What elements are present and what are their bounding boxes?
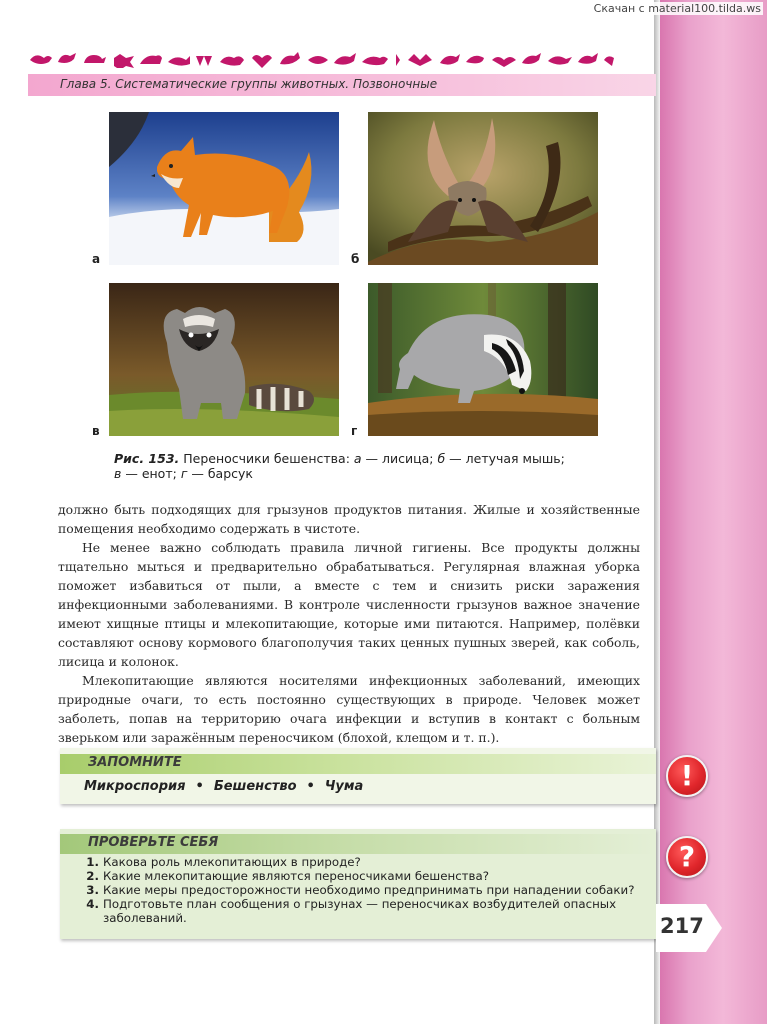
question-number: 2. xyxy=(86,869,99,883)
term-separator: • xyxy=(195,779,204,794)
bat-photo xyxy=(368,112,598,265)
paragraph: должно быть подходящих для грызунов продуктов питания. Жилые и хозяйственные помещения необходимо содержать в чистоте. xyxy=(58,502,640,536)
key-term: Бешенство xyxy=(213,779,297,794)
question-text: Какие меры предосторожности необходимо предпринимать при нападении собаки? xyxy=(103,883,635,897)
question-text: Подготовьте план сообщения о грызунах — переносчиках возбудителей опасных заболеваний. xyxy=(103,897,617,925)
caption-item: — енот; xyxy=(121,466,181,481)
remember-box xyxy=(60,748,656,804)
figure-letter-d: г xyxy=(351,424,358,438)
caption-letter: а xyxy=(353,451,362,466)
question-number: 4. xyxy=(86,897,99,911)
caption-text: Переносчики бешенства: xyxy=(179,451,354,466)
question-item xyxy=(82,883,642,897)
check-yourself-box xyxy=(60,829,656,939)
raccoon-photo xyxy=(109,283,339,436)
figure-letter-c: в xyxy=(92,424,100,438)
caption-item: — лисица; xyxy=(361,451,438,466)
caption-letter: б xyxy=(437,451,446,466)
caption-item: — летучая мышь; xyxy=(445,451,565,466)
key-term: Чума xyxy=(324,779,364,794)
watermark: Скачан с material100.tilda.ws xyxy=(593,2,761,15)
key-term: Микроспория xyxy=(84,779,186,794)
question-number: 1. xyxy=(86,855,99,869)
badger-photo xyxy=(368,283,598,436)
figure-letter-b: б xyxy=(351,252,360,266)
figure-letter-a: а xyxy=(92,252,101,266)
caption-item: — барсук xyxy=(187,466,253,481)
question-icon: ? xyxy=(666,836,708,878)
chapter-header-bar xyxy=(28,74,656,96)
remember-header xyxy=(60,754,656,774)
key-terms xyxy=(84,779,363,794)
question-list xyxy=(82,855,642,925)
check-header xyxy=(60,834,656,854)
question-text: Какие млекопитающие являются переносчиками бешенства? xyxy=(103,869,490,883)
figure-caption xyxy=(114,451,594,481)
chapter-title: Глава 5. Систематические группы животных. Позвоночные xyxy=(60,77,438,91)
fox-photo xyxy=(109,112,339,265)
check-title: ПРОВЕРЬТЕ СЕБЯ xyxy=(88,835,219,850)
remember-title: ЗАПОМНИТЕ xyxy=(88,755,182,770)
question-number: 3. xyxy=(86,883,99,897)
question-item xyxy=(82,869,642,883)
paragraph: Млекопитающие являются носителями инфекционных заболеваний, имеющих природные очаги, то есть постоянно существующих в природе. Человек может заболеть, попав на территорию очага инфекции и вступив в контакт с больным зверьком или заражённым переносчиком (блохой, клещом и т. п.). xyxy=(58,673,640,745)
question-item xyxy=(82,855,642,869)
page-number: 217 xyxy=(660,914,704,938)
animal-silhouettes-strip xyxy=(28,50,618,68)
exclamation-icon: ! xyxy=(666,755,708,797)
question-text: Какова роль млекопитающих в природе? xyxy=(103,855,361,869)
figure-number: Рис. 153. xyxy=(114,451,180,466)
caption-letter: г xyxy=(180,466,188,481)
term-separator: • xyxy=(306,779,315,794)
caption-letter: в xyxy=(114,466,122,481)
paragraph: Не менее важно соблюдать правила личной гигиены. Все продукты должны тщательно мыться и предварительно обрабатываться. Регулярная влажная уборка поможет избавиться от пыли, а вместе с тем и снизить риски заражения инфекционными заболеваниями. В контроле численности грызунов важное значение имеют хищные птицы и млекопитающие, которые ими питаются. Например, полёвки составляют основу кормового благополучия таких ценных пушных зверей, как соболь, лисица и колонок. xyxy=(58,540,640,669)
body-text xyxy=(58,500,640,747)
question-item xyxy=(82,897,642,925)
